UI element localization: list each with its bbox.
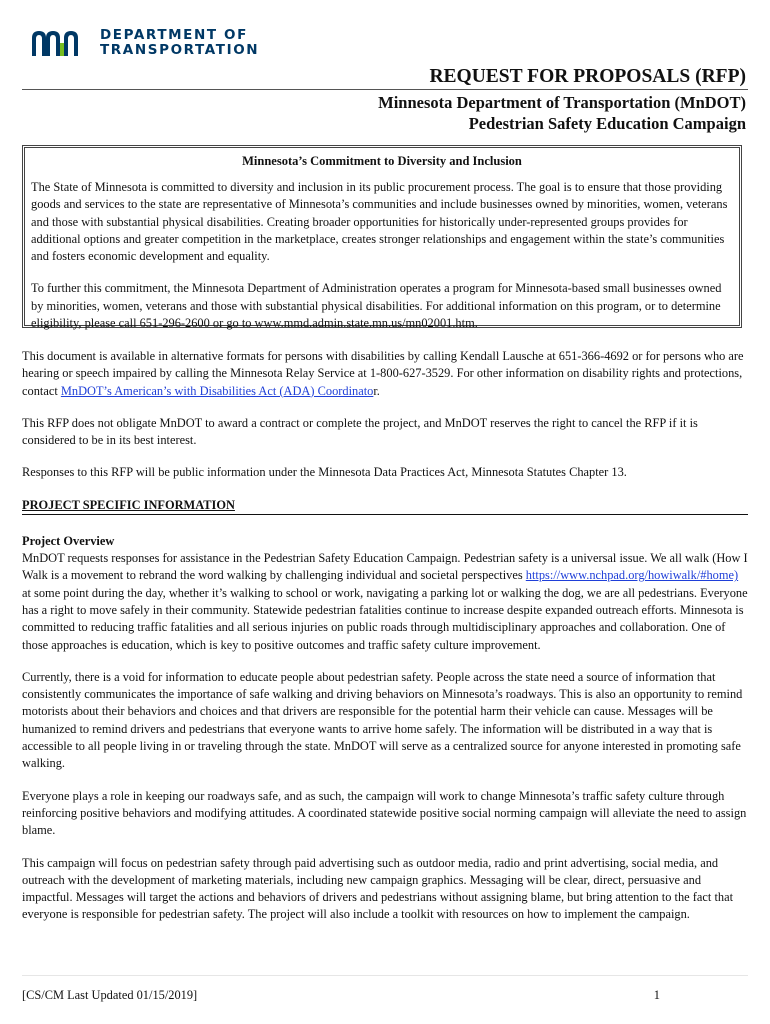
alt-formats-tail: r. [373,383,380,398]
obligation-paragraph: This RFP does not obligate MnDOT to award a contract or complete the project, and MnDOT reserves the right to cancel the RFP if it is considered to be in its best interest. [22,415,698,448]
project-overview-heading: Project Overview [22,533,115,548]
footer-divider [22,975,748,976]
roles-paragraph: Everyone plays a role in keeping our roadways safe, and as such, the campaign will work to change Minnesota’s traffic safety culture through reinforcing positive behaviors and modifying attitudes. A coordinated statewide positive social norming campaign will alleviate the need to assign blame. [22,788,747,838]
logo-line-2: TRANSPORTATION [100,42,260,58]
page-subtitle [378,92,746,134]
void-paragraph: Currently, there is a void for information to educate people about pedestrian safety. People across the state need a source of information that consistently communicates the importance of safe walking and driving behaviors on Minnesota’s roadways. This is also an opportunity to remind motorists about their behaviors and choices and that drivers are responsible for the potential harm their vehicle can cause. Messages will be humanized to remind drivers and pedestrians that everyone wants to arrive home safely. The information will be distributed in a way that is accessible to all people living in or traveling through the state. MnDOT will serve as a centralized source for anyone interested in promoting safe walking. [22,669,743,771]
alternative-formats-paragraph [22,348,748,400]
mn-logo-icon [30,28,92,58]
public-info-paragraph: Responses to this RFP will be public information under the Minnesota Data Practices Act, Minnesota Statutes Chapter 13. [22,465,627,480]
subtitle-campaign: Pedestrian Safety Education Campaign [468,114,746,133]
logo-line-1: DEPARTMENT OF [100,27,248,43]
campaign-paragraph: This campaign will focus on pedestrian safety through paid advertising such as outdoor media, radio and print advertising, social media, and outreach with the development of marketing materials, including new campaign graphics. Messaging will be clear, direct, persuasive and impactful. Messages will target the actions and behaviors of drivers and pedestrians without assigning blame, but bring attention to the fact that everyone is responsible for pedestrian safety. The project will also include a toolkit with resources on how to implement the campaign. [22,855,734,922]
diversity-paragraph: The State of Minnesota is committed to diversity and inclusion in its public procurement process. The goal is to ensure that those providing goods and services to the state are representative of Minnesota’s communities and include businesses owned by minorities, women, veterans and those with substantial physical disabilities. Creating broader opportunities for historically under-represented groups provides for additional options and greater competition in the marketplace, creates stronger relationships and engagement within the state’s communities and fosters economic development and equality. [31,180,728,264]
howiwalk-link[interactable]: https://www.nchpad.org/howiwalk/#home) [525,568,739,583]
program-paragraph: To further this commitment, the Minnesota Department of Administration operates a program for Minnesota-based small businesses owned by minorities, women, veterans and those with substantial physical disabilities. For additional information on this program, or to determine eligibility, please call 651-296-2600 or go to www.mmd.admin.state.mn.us/mn02001.htm. [31,281,722,331]
ada-coordinator-link[interactable]: MnDOT’s American’s with Disabilities Act (ADA) Coordinato [60,383,374,398]
document-body [22,348,748,939]
project-overview-paragraph [22,550,748,654]
page-title: REQUEST FOR PROPOSALS (RFP) [429,66,746,87]
footer-last-updated: [CS/CM Last Updated 01/15/2019] [22,988,198,1002]
diversity-heading: Minnesota’s Commitment to Diversity and Inclusion [242,154,522,168]
section-heading: PROJECT SPECIFIC INFORMATION [22,497,748,515]
overview-text-continued: at some point during the day, whether it’s walking to school or work, navigating a parking lot or walking the dog, we are all pedestrians. Everyone has a right to move safely in their community. Statewide pedestrian fatalities continue to increase despite expanded outreach efforts. Minnesota is committed to reducing traffic fatalities and all serious injuries on public roads through multidisciplinary approaches and collaboration. One of those approaches is education, which is key to positive outcomes and traffic safety culture improvement. [22,585,748,652]
diversity-statement-box [22,145,742,331]
mndot-logo [30,28,259,58]
page-number: 1 [653,988,660,1002]
subtitle-agency: Minnesota Department of Transportation (MnDOT) [378,93,746,112]
alt-formats-text: This document is available in alternative formats for persons with disabilities by calling Kendall Lausche at 651-366-4692 or for persons who are hearing or speech impaired by calling the Minnesota Relay Service at 1-800-627-3529. For other information on disability rights and protections, contact [22,349,744,398]
title-divider [22,89,748,90]
overview-text: MnDOT requests responses for assistance in the Pedestrian Safety Education Campaign. Pedestrian safety is a universal issue. We all walk (How I Walk is a movement to rebrand the word walking by challenging individual and societal perspectives [22,551,748,583]
